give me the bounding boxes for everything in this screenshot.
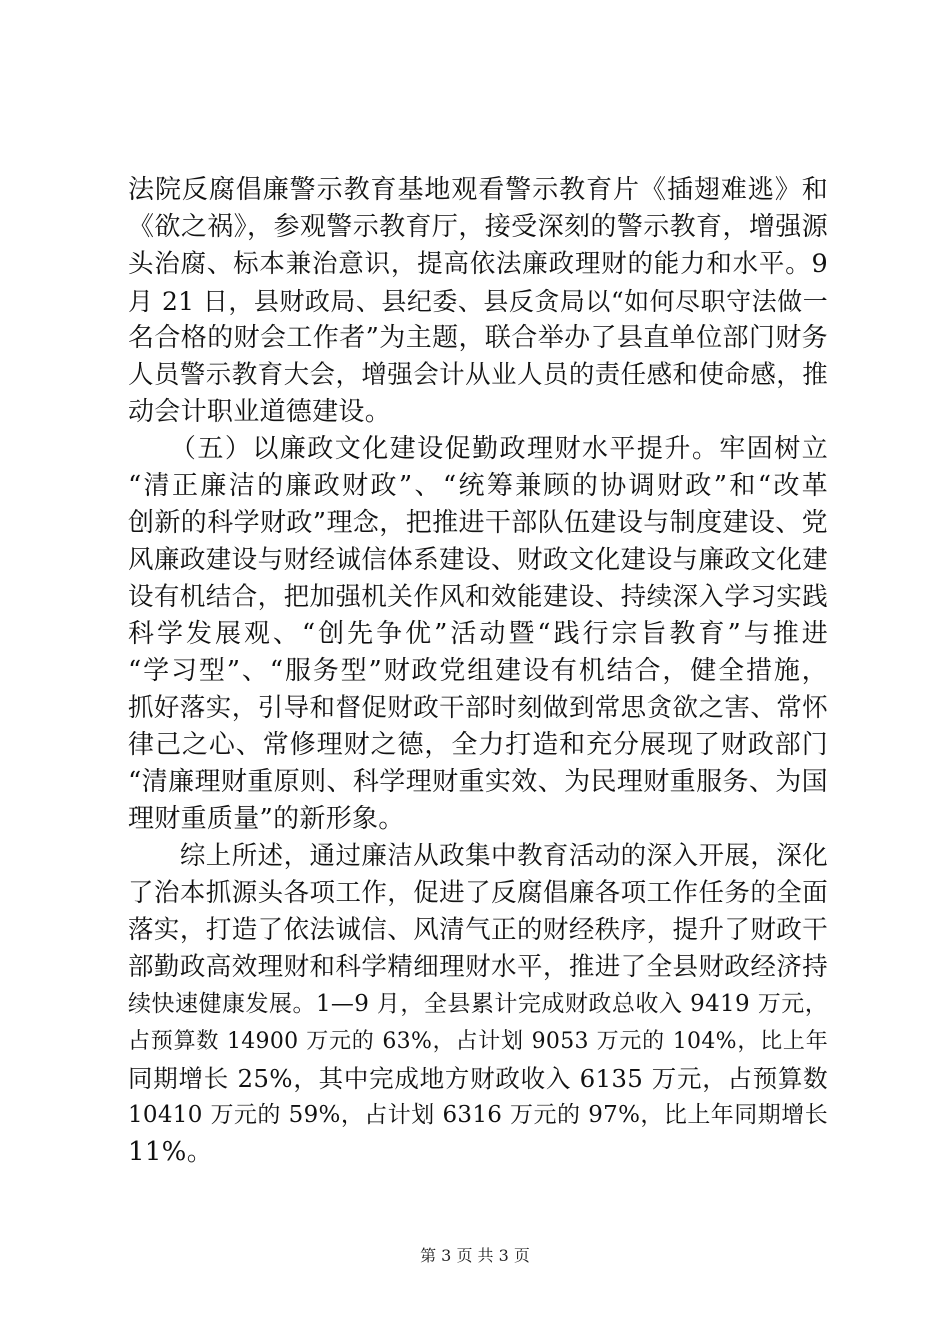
text-line: 月 21 日，县财政局、县纪委、县反贪局以“如何尽职守法做一 [128, 287, 828, 316]
text-line: 落实，打造了依法诚信、风清气正的财经秩序，提升了财政干 [128, 915, 828, 945]
text-line: 法院反腐倡廉警示教育基地观看警示教育片《插翅难逃》和 [128, 175, 828, 205]
text-line: 10410 万元的 59%，占计划 6316 万元的 97%，比上年同期增长 [128, 1102, 828, 1128]
text-line: 同期增长 25%，其中完成地方财政收入 6135 万元，占预算数 [128, 1064, 828, 1093]
text-line: （五）以廉政文化建设促勤政理财水平提升。牢固树立 [128, 434, 828, 464]
text-line: 续快速健康发展。1—9 月，全县累计完成财政总收入 9419 万元， [128, 991, 828, 1017]
text-line: 占预算数 14900 万元的 63%，占计划 9053 万元的 104%，比上年 [128, 1029, 828, 1054]
text-line: 综上所述，通过廉洁从政集中教育活动的深入开展，深化 [128, 841, 828, 871]
page-number-footer: 第 3 页 共 3 页 [420, 1246, 530, 1265]
text-line: 11%。 [128, 1137, 213, 1167]
text-line: 人员警示教育大会，增强会计从业人员的责任感和使命感，推 [128, 360, 828, 390]
text-line: “清廉理财重原则、科学理财重实效、为民理财重服务、为国 [128, 767, 828, 797]
text-line: “清正廉洁的廉政财政”、“统筹兼顾的协调财政”和“改革 [128, 471, 828, 501]
text-line: 《欲之祸》，参观警示教育厅，接受深刻的警示教育，增强源 [128, 212, 828, 242]
text-line: “学习型”、“服务型”财政党组建设有机结合，健全措施， [128, 656, 828, 686]
text-line: 创新的科学财政”理念，把推进干部队伍建设与制度建设、党 [128, 508, 828, 538]
text-line: 理财重质量”的新形象。 [128, 804, 405, 834]
text-line: 律己之心、常修理财之德，全力打造和充分展现了财政部门 [128, 730, 828, 760]
text-line: 风廉政建设与财经诚信体系建设、财政文化建设与廉政文化建 [128, 545, 828, 575]
text-line: 头治腐、标本兼治意识，提高依法廉政理财的能力和水平。9 [128, 249, 828, 279]
text-line: 动会计职业道德建设。 [128, 397, 392, 427]
text-line: 设有机结合，把加强机关作风和效能建设、持续深入学习实践 [128, 582, 828, 612]
text-line: 了治本抓源头各项工作，促进了反腐倡廉各项工作任务的全面 [128, 878, 828, 908]
text-line: 名合格的财会工作者”为主题，联合举办了县直单位部门财务 [128, 323, 828, 353]
document-body [128, 172, 828, 1171]
text-line: 部勤政高效理财和科学精细理财水平，推进了全县财政经济持 [128, 952, 828, 982]
text-line: 科学发展观、“创先争优”活动暨“践行宗旨教育”与推进 [128, 619, 828, 649]
text-line: 抓好落实，引导和督促财政干部时刻做到常思贪欲之害、常怀 [128, 693, 828, 723]
